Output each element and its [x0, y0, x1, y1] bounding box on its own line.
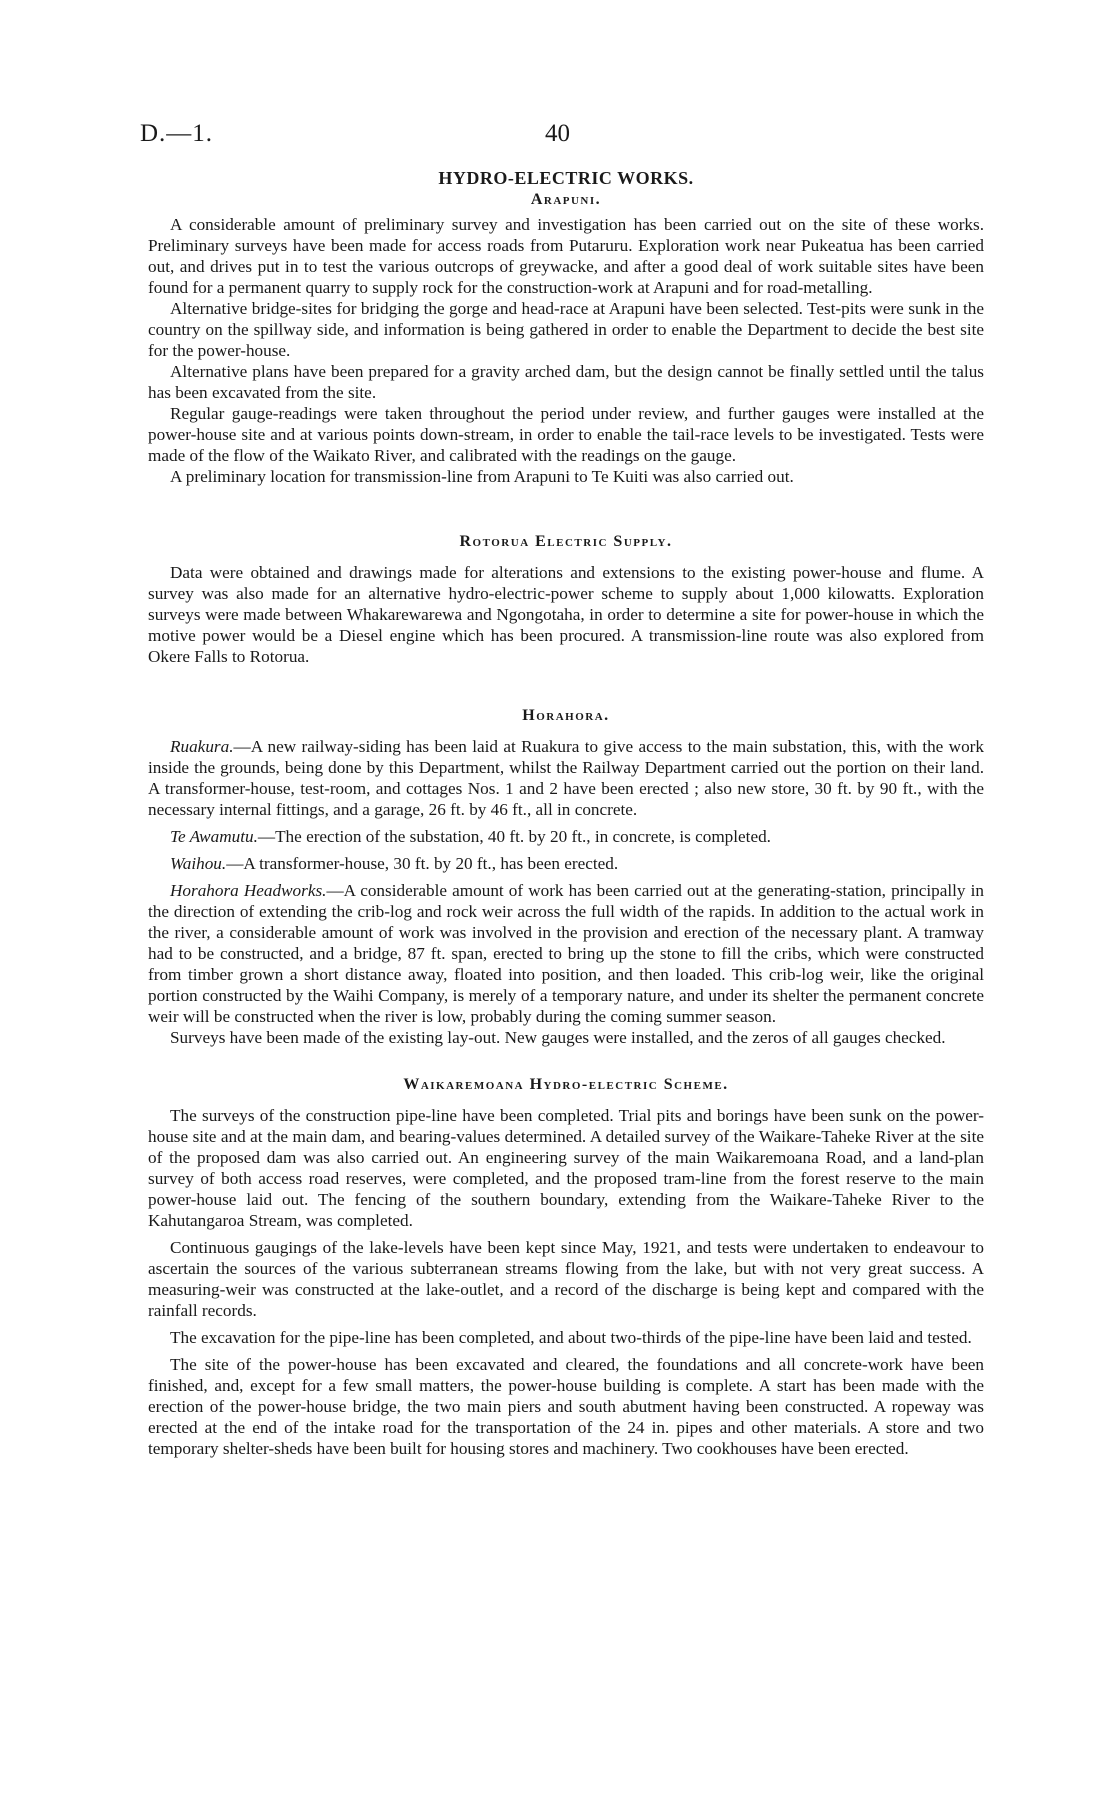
paragraph-te-awamutu: [148, 826, 984, 847]
section-heading-horahora: Horahora.: [522, 707, 610, 724]
place-label-waihou: Waihou.: [170, 854, 227, 873]
section-waikaremoana: [148, 1074, 984, 1459]
paragraph: A considerable amount of preliminary survey and investigation has been carried out on the site of these works. Preliminary surveys have been made for access roads from Putaruru. Exploration work near Pukeatua has been carried out, and drives put in to test the various outcrops of greywacke, and after a good deal of work suitable sites have been found for a permanent quarry to supply rock for the construction-work at Arapuni and for road-metalling.: [148, 215, 984, 297]
page-title: HYDRO-ELECTRIC WORKS.: [438, 168, 694, 188]
section-spacer: [148, 1048, 984, 1074]
paragraph: Continuous gaugings of the lake-levels have been kept since May, 1921, and tests were undertaken to endeavour to ascertain the sources of the various subterranean streams flowing from the lake, but with not very great success. A measuring-weir was constructed at the lake-outlet, and a record of the discharge is being kept and compared with the rainfall records.: [148, 1238, 984, 1320]
paragraph-text: —A transformer-house, 30 ft. by 20 ft., has been erected.: [226, 854, 619, 873]
paragraph: The excavation for the pipe-line has been completed, and about two-thirds of the pipe-line have been laid and tested.: [170, 1328, 972, 1347]
paragraph-text: —A new railway-siding has been laid at Ruakura to give access to the main substation, this, with the work inside the grounds, being done by this Department, whilst the Railway Department carried out the portion on their land. A transformer-house, test-room, and cottages Nos. 1 and 2 have been erected ; also new store, 30 ft. by 90 ft., with the necessary internal fittings, and a garage, 26 ft. by 46 ft., all in concrete.: [148, 737, 984, 819]
section-horahora: [148, 705, 984, 1048]
section-spacer: [148, 487, 984, 531]
section-arapuni: [148, 189, 984, 487]
page-number: 40: [545, 120, 570, 147]
paragraph-horahora-headworks: [148, 880, 984, 1027]
paragraph-text: —The erection of the substation, 40 ft. by 20 ft., in concrete, is completed.: [257, 827, 771, 846]
paragraph: Surveys have been made of the existing lay-out. New gauges were installed, and the zeros of all gauges checked.: [170, 1028, 946, 1047]
paragraph-waihou: [148, 853, 984, 874]
paragraph: Alternative bridge-sites for bridging the gorge and head-race at Arapuni have been selected. Test-pits were sunk in the country on the spillway side, and information is being gathered in order to enable the Department to decide the best site for the power-house.: [148, 299, 984, 360]
section-heading-waikaremoana: Waikaremoana Hydro-electric Scheme.: [403, 1076, 729, 1093]
paragraph: A preliminary location for transmission-line from Arapuni to Te Kuiti was also carried out.: [170, 467, 794, 486]
document-reference: D.—1.: [140, 120, 214, 147]
paragraph: Regular gauge-readings were taken throughout the period under review, and further gauges were installed at the power-house site and at various points down-stream, in order to enable the tail-race levels to be investigated. Tests were made of the flow of the Waikato River, and calibrated with the readings on the gauge.: [148, 404, 984, 465]
place-label-horahora-headworks: Horahora Headworks.: [170, 881, 327, 900]
place-label-te-awamutu: Te Awamutu.: [170, 827, 258, 846]
paragraph-ruakura: [148, 736, 984, 820]
section-heading-arapuni: Arapuni.: [530, 191, 602, 208]
paragraph-text: —A considerable amount of work has been carried out at the generating-station, principally in the direction of extending the crib-log and rock weir across the full width of the rapids. In addition to the actual work in the river, a considerable amount of work was involved in the provision and erection of the necessary plant. A tramway had to be constructed, and a bridge, 87 ft. span, erected to bring up the stone to fill the cribs, which were constructed from timber grown a short distance away, floated into position, and then loaded. This crib-log weir, like the original portion constructed by the Waihi Company, is merely of a temporary nature, and under its shelter the permanent concrete weir will be constructed when the river is low, probably during the coming summer season.: [148, 881, 984, 1026]
section-heading-rotorua: Rotorua Electric Supply.: [459, 533, 673, 550]
paragraph: Alternative plans have been prepared for a gravity arched dam, but the design cannot be finally settled until the talus has been excavated from the site.: [148, 362, 984, 402]
paragraph: The site of the power-house has been excavated and cleared, the foundations and all concrete-work have been finished, and, except for a few small matters, the power-house building is complete. A start has been made with the erection of the power-house bridge, the two main piers and south abutment having been constructed. A ropeway was erected at the end of the intake road for the transportation of the 24 in. pipes and other materials. A store and two temporary shelter-sheds have been built for housing stores and machinery. Two cookhouses have been erected.: [148, 1355, 984, 1458]
section-spacer: [148, 667, 984, 705]
place-label-ruakura: Ruakura.: [170, 737, 234, 756]
paragraph: The surveys of the construction pipe-line have been completed. Trial pits and borings have been sunk on the power-house site and at the main dam, and bearing-values determined. A detailed survey of the Waikare-Taheke River at the site of the proposed dam was also carried out. An engineering survey of the main Waikaremoana Road, and a land-plan survey of both access road reserves, were completed, and the proposed tram-line from the forest reserve to the main power-house laid out. The fencing of the southern boundary, extending from the Waikare-Taheke River to the Kahutangaroa Stream, was completed.: [148, 1106, 984, 1230]
section-rotorua: [148, 531, 984, 667]
paragraph: Data were obtained and drawings made for alterations and extensions to the existing power-house and flume. A survey was also made for an alternative hydro-electric-power scheme to supply about 1,000 kilowatts. Exploration surveys were made between Whakarewarewa and Ngongotaha, in order to determine a site for power-house in which the motive power would be a Diesel engine which has been procured. A transmission-line route was also explored from Okere Falls to Rotorua.: [148, 563, 984, 666]
document-body: [148, 168, 984, 1459]
